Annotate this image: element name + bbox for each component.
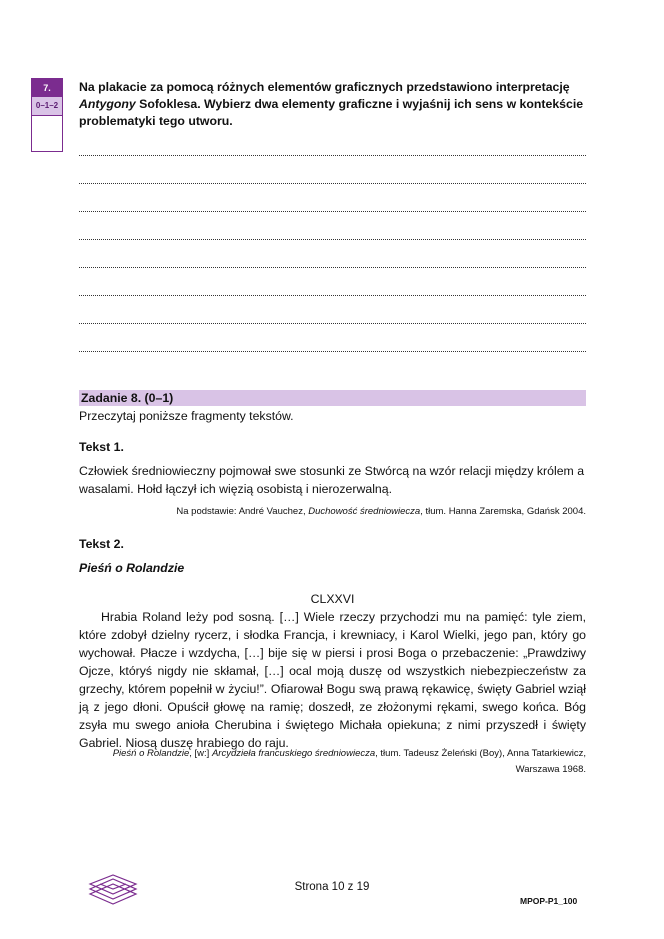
text1-source: Na podstawie: André Vauchez, Duchowość średniowiecza, tłum. Hanna Zaremska, Gdańsk 2004. — [176, 506, 586, 517]
answer-line[interactable] — [79, 323, 586, 324]
text2-body: Hrabia Roland leży pod sosną. […] Wiele rzeczy przychodzi mu na pamięć: tyle ziem, które zdobył dzielny rycerz, i słodka Francja, i krewniacy, i Karol Wielki, jego pan, który go wychował. Płacze i wzdycha, […] bije się w piersi i prosi Boga o przebaczenie: „Prawdziwy Ojcze, któryś nigdy nie skłamał, […] ocal moją duszę od wszystkich niebezpieczeństw za grzechy, którem popełnił w życiu!”. Ofiarował Bogu swą prawą rękawicę, święty Gabriel wziął ją z jego dłoni. Opuścił głowę na ramię; doszedł, ze złożonymi rękami, swego końca. Bóg zsyła mu swego anioła Cherubina i świętego Michała opiekuna; z nimi przyszedł i święty Gabriel. Niosą duszę hrabiego do raju. — [79, 610, 586, 750]
answer-line[interactable] — [79, 211, 586, 212]
answer-line[interactable] — [79, 239, 586, 240]
answer-line[interactable] — [79, 267, 586, 268]
task8-banner: Zadanie 8. (0–1) — [79, 390, 586, 406]
page-number: Strona 10 z 19 — [294, 881, 370, 893]
answer-line[interactable] — [79, 351, 586, 352]
text2-source: Pieśń o Rolandzie, [w:] Arcydzieła francuskiego średniowiecza, tłum. Tadeusz Żeleński (Boy), Anna Tatarkiewicz, — [112, 748, 586, 759]
task-number: 7. — [32, 79, 62, 97]
task-points: 0–1–2 — [32, 97, 62, 116]
document-code: MPOP-P1_100 — [520, 896, 578, 906]
text2-title: Pieśń o Rolandzie — [79, 561, 185, 575]
work-title: Antygony — [79, 97, 136, 111]
text2-source-line2: Warszawa 1968. — [515, 764, 586, 775]
answer-line[interactable] — [79, 183, 586, 184]
answer-line[interactable] — [79, 295, 586, 296]
text1-body: Człowiek średniowieczny pojmował swe stosunki ze Stwórcą na wzór relacji między królem a wasalami. Hołd łączył ich więzią osobistą i nierozerwalną. — [79, 464, 585, 496]
text1-heading: Tekst 1. — [79, 440, 124, 454]
text2-section: CLXXVI — [310, 592, 355, 606]
task8-instruction: Przeczytaj poniższe fragmenty tekstów. — [79, 409, 294, 423]
task7-question: Na plakacie za pomocą różnych elementów graficznych przedstawiono interpretację Antygony Sofoklesa. Wybierz dwa elementy graficzne i wyjaśnij ich sens w kontekście problematyki tego utworu. — [79, 80, 584, 128]
answer-line[interactable] — [79, 155, 586, 156]
score-box — [31, 78, 63, 152]
text2-heading: Tekst 2. — [79, 537, 124, 551]
